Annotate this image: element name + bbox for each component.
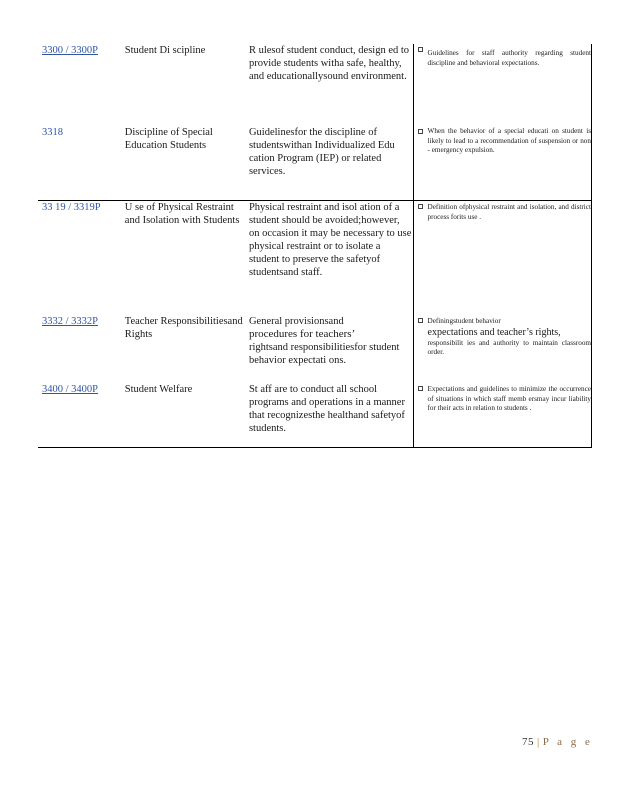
policy-summary: Definition ofphysical restraint and isolation, and district process forits use . [427, 203, 591, 221]
policy-summary-cell [413, 383, 592, 447]
policy-summary [420, 317, 591, 358]
policy-title: Teacher Responsibilitiesand Rights [124, 316, 243, 340]
footer-separator: | [537, 736, 540, 748]
page-label: P a g e [542, 736, 593, 748]
description-line: General provisionsand [248, 316, 344, 327]
policy-description: Guidelinesfor the discipline of studentswithan Individualized Edu cation Program (IEP) or related services. [248, 127, 395, 177]
checkbox-bullet-icon [418, 47, 423, 52]
policy-code-cell [38, 315, 125, 383]
policy-code-link[interactable]: 3332 / 3332P [42, 316, 99, 327]
page-footer [522, 736, 593, 748]
checkbox-bullet-icon [418, 386, 423, 391]
policy-title: Discipline of Special Education Students [124, 127, 213, 151]
description-line: rightsand responsibilitiesfor student behavior expectati ons. [248, 342, 400, 366]
table-row [38, 383, 592, 448]
summary-line: Definingstudent behavior [427, 317, 501, 325]
policy-code: 3318 [42, 127, 63, 138]
policy-code-cell [38, 383, 125, 447]
policy-code-cell [38, 201, 125, 315]
policy-description: Physical restraint and isol ation of a student should be avoided;however, on occasion it may be necessary to use physical restraint or to isolate a student to preserve the safetyof studentsand staff. [248, 202, 412, 278]
policy-table [38, 44, 592, 448]
table-row [38, 126, 592, 200]
checkbox-bullet-icon [418, 204, 423, 209]
policy-description: St aff are to conduct all school programs and operations in a manner that recognizesthe healthand safetyof students. [248, 384, 405, 434]
policy-summary-cell [413, 44, 592, 126]
table-row [38, 315, 592, 383]
page-number: 75 [522, 736, 534, 748]
policy-code: 33 19 / 3319P [42, 202, 101, 213]
checkbox-bullet-icon [418, 318, 423, 323]
policy-summary: Guidelines for staff authority regarding student discipline and behavioral expectations. [427, 49, 591, 67]
summary-line: expectations and teacher’s rights, [427, 326, 561, 338]
policy-code-cell [38, 44, 125, 126]
policy-code-cell [38, 126, 125, 200]
policy-summary-cell [413, 126, 592, 200]
description-line: procedures for teachers’ [248, 328, 356, 340]
table-row [38, 44, 592, 126]
policy-summary-cell [413, 315, 592, 383]
policy-description [249, 315, 413, 383]
policy-code-link[interactable]: 3300 / 3300P [42, 45, 99, 56]
policy-summary: When the behavior of a special educati on student is likely to lead to a recommendation of suspension or non - emergency expulsion. [427, 127, 591, 154]
policy-title: Student Welfare [124, 384, 193, 395]
table-row [38, 200, 592, 315]
policy-description: R ulesof student conduct, design ed to provide students witha safe, healthy, and educationallysound environment. [248, 45, 410, 82]
policy-title: U se of Physical Restraint and Isolation with Students [124, 202, 240, 226]
summary-line: responsibilit ies and authority to maintain classroom order. [427, 338, 591, 356]
policy-title: Student Di scipline [124, 45, 206, 56]
policy-summary-cell [413, 201, 592, 315]
policy-code-link[interactable]: 3400 / 3400P [42, 384, 99, 395]
policy-summary: Expectations and guidelines to minimize the occurrence of situations in which staff memb ersmay incur liability for their acts in relation to students . [427, 385, 591, 412]
checkbox-bullet-icon [418, 129, 423, 134]
